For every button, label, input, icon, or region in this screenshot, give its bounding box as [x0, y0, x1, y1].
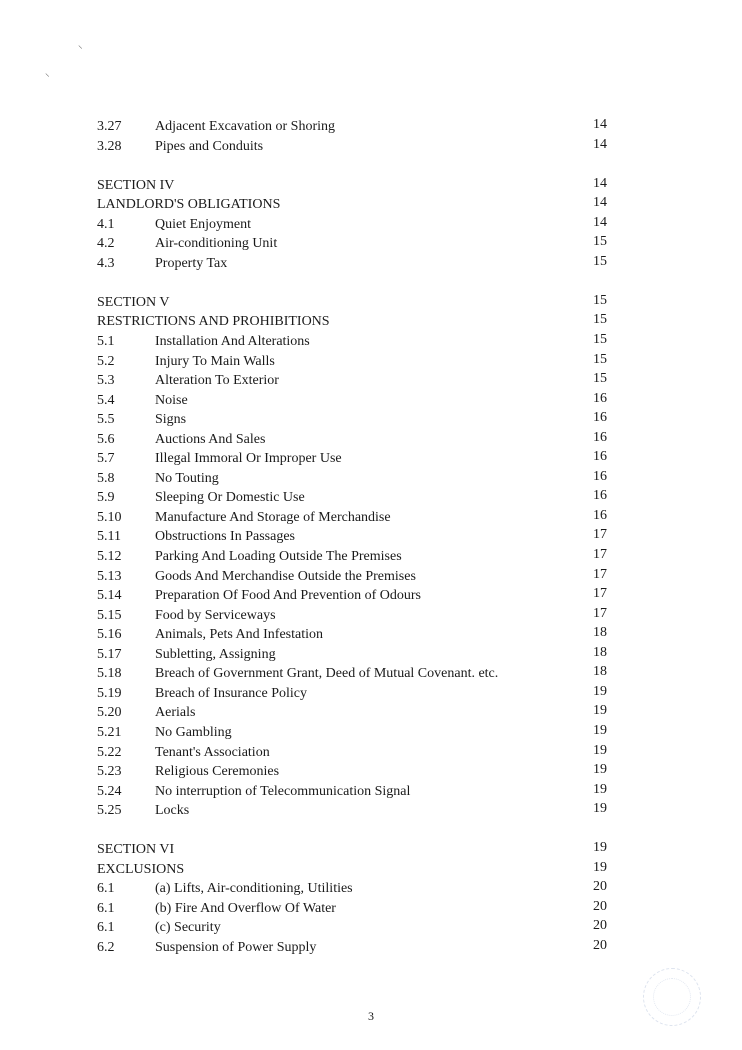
- toc-page-number: 20: [593, 879, 607, 895]
- toc-page-number: 17: [593, 586, 607, 602]
- toc-entry-title: Manufacture And Storage of Merchandise: [155, 509, 391, 525]
- toc-section-heading: [97, 312, 607, 332]
- toc-entry-title: Preparation Of Food And Prevention of Odours: [155, 588, 421, 604]
- toc-entry: [97, 899, 607, 919]
- toc-entry-number: 5.10: [97, 509, 122, 525]
- toc-entry: [97, 137, 607, 157]
- table-of-contents: [97, 117, 607, 958]
- toc-entry-title: Air-conditioning Unit: [155, 236, 278, 252]
- toc-entry-number: 5.20: [97, 705, 122, 721]
- toc-section-heading: [97, 176, 607, 196]
- toc-page-number: 17: [593, 566, 607, 582]
- toc-entry-title: Breach of Insurance Policy: [155, 685, 307, 701]
- toc-heading-text: LANDLORD'S OBLIGATIONS: [97, 197, 281, 213]
- toc-page-number: 18: [593, 664, 607, 680]
- toc-entry: [97, 449, 607, 469]
- toc-page-number: 16: [593, 410, 607, 426]
- toc-page-number: 16: [593, 429, 607, 445]
- toc-entry-title: No Touting: [155, 470, 219, 486]
- toc-entry-number: 5.5: [97, 412, 115, 428]
- toc-entry-number: 4.2: [97, 236, 115, 252]
- toc-entry-number: 5.16: [97, 627, 122, 643]
- toc-page-number: 19: [593, 742, 607, 758]
- toc-page-number: 15: [593, 292, 607, 308]
- toc-entry-number: 4.3: [97, 255, 115, 271]
- toc-entry-number: 5.24: [97, 783, 122, 799]
- toc-entry-number: 5.23: [97, 764, 122, 780]
- toc-entry-number: 5.7: [97, 451, 115, 467]
- toc-page-number: 19: [593, 781, 607, 797]
- toc-entry-number: 5.1: [97, 334, 115, 350]
- toc-entry: [97, 664, 607, 684]
- toc-section-heading: [97, 195, 607, 215]
- toc-entry-number: 6.1: [97, 920, 115, 936]
- toc-page-number: 19: [593, 859, 607, 875]
- section-spacer: [97, 156, 607, 176]
- toc-entry: [97, 469, 607, 489]
- toc-entry-number: 5.18: [97, 666, 122, 682]
- toc-entry-title: Pipes and Conduits: [155, 138, 264, 154]
- toc-entry-number: 5.9: [97, 490, 115, 506]
- toc-section-heading: [97, 860, 607, 880]
- toc-entry: [97, 234, 607, 254]
- toc-page-number: 14: [593, 175, 607, 191]
- toc-page-number: 15: [593, 253, 607, 269]
- toc-entry: [97, 352, 607, 372]
- faded-stamp: [643, 968, 701, 1026]
- toc-entry-number: 6.1: [97, 881, 115, 897]
- toc-page-number: 19: [593, 762, 607, 778]
- toc-page-number: 17: [593, 605, 607, 621]
- toc-entry: [97, 371, 607, 391]
- toc-entry: [97, 723, 607, 743]
- toc-entry-title: Subletting, Assigning: [155, 646, 276, 662]
- toc-page-number: 16: [593, 468, 607, 484]
- toc-page-number: 15: [593, 312, 607, 328]
- toc-heading-text: RESTRICTIONS AND PROHIBITIONS: [97, 314, 330, 330]
- toc-page-number: 14: [593, 195, 607, 211]
- toc-entry-number: 5.13: [97, 568, 122, 584]
- toc-entry: [97, 801, 607, 821]
- toc-page-number: 20: [593, 918, 607, 934]
- toc-entry-number: 5.25: [97, 803, 122, 819]
- toc-page-number: 14: [593, 117, 607, 132]
- toc-heading-text: SECTION VI: [97, 842, 175, 858]
- toc-entry-number: 5.8: [97, 470, 115, 486]
- toc-heading-text: SECTION V: [97, 294, 170, 310]
- toc-entry-number: 3.27: [97, 119, 122, 134]
- scan-speck: ⸜: [45, 68, 50, 78]
- toc-entry: [97, 508, 607, 528]
- toc-entry-number: 6.2: [97, 939, 115, 955]
- toc-entry-title: (c) Security: [155, 920, 221, 936]
- toc-page-number: 15: [593, 234, 607, 250]
- toc-page-number: 19: [593, 683, 607, 699]
- toc-entry: [97, 215, 607, 235]
- toc-entry-number: 5.2: [97, 353, 115, 369]
- toc-entry-number: 5.12: [97, 549, 122, 565]
- toc-heading-text: SECTION IV: [97, 177, 175, 193]
- toc-page-number: 19: [593, 722, 607, 738]
- toc-page-number: 19: [593, 801, 607, 817]
- toc-entry-number: 5.14: [97, 588, 122, 604]
- toc-entry-number: 5.19: [97, 685, 122, 701]
- toc-section-heading: [97, 293, 607, 313]
- toc-page-number: 14: [593, 136, 607, 152]
- toc-page-number: 18: [593, 625, 607, 641]
- toc-entry-number: 4.1: [97, 216, 115, 232]
- toc-entry: [97, 567, 607, 587]
- toc-entry-title: Suspension of Power Supply: [155, 939, 317, 955]
- toc-entry: [97, 410, 607, 430]
- toc-entry-number: 5.17: [97, 646, 122, 662]
- toc-entry-number: 5.11: [97, 529, 121, 545]
- toc-entry: [97, 938, 607, 958]
- toc-entry-number: 3.28: [97, 138, 122, 154]
- toc-entry-title: Property Tax: [155, 255, 228, 271]
- toc-page-number: 19: [593, 840, 607, 856]
- toc-entry-number: 5.21: [97, 724, 122, 740]
- toc-entry-title: Tenant's Association: [155, 744, 270, 760]
- toc-entry-title: Signs: [155, 412, 187, 428]
- toc-entry: [97, 254, 607, 274]
- toc-entry-title: Locks: [155, 803, 190, 819]
- toc-entry: [97, 684, 607, 704]
- toc-page-number: 15: [593, 371, 607, 387]
- toc-entry-title: Installation And Alterations: [155, 334, 310, 350]
- toc-page-number: 18: [593, 644, 607, 660]
- toc-page-number: 15: [593, 332, 607, 348]
- toc-entry-number: 5.22: [97, 744, 122, 760]
- toc-entry-title: Parking And Loading Outside The Premises: [155, 549, 402, 565]
- toc-entry: [97, 430, 607, 450]
- toc-page-number: 16: [593, 449, 607, 465]
- toc-entry-title: Religious Ceremonies: [155, 764, 280, 780]
- toc-page-number: 17: [593, 547, 607, 563]
- toc-entry-title: Food by Serviceways: [155, 607, 276, 623]
- toc-entry-title: No interruption of Telecommunication Signal: [155, 783, 411, 799]
- toc-entry-number: 5.15: [97, 607, 122, 623]
- toc-entry-title: Adjacent Excavation or Shoring: [155, 119, 336, 134]
- toc-entry: [97, 645, 607, 665]
- page-number: 3: [368, 1009, 374, 1023]
- scan-speck: ⸜: [78, 40, 83, 50]
- toc-page-number: 17: [593, 527, 607, 543]
- toc-entry: [97, 547, 607, 567]
- toc-entry-title: (b) Fire And Overflow Of Water: [155, 900, 336, 916]
- toc-heading-text: EXCLUSIONS: [97, 861, 185, 877]
- toc-entry-number: 5.6: [97, 431, 115, 447]
- section-spacer: [97, 821, 607, 841]
- toc-entry-title: Breach of Government Grant, Deed of Mutual Covenant. etc.: [155, 666, 499, 682]
- toc-entry-title: Alteration To Exterior: [155, 373, 279, 389]
- toc-entry: [97, 762, 607, 782]
- toc-section-heading: [97, 840, 607, 860]
- toc-entry: [97, 743, 607, 763]
- toc-entry: [97, 782, 607, 802]
- toc-entry: [97, 606, 607, 626]
- toc-page-number: 16: [593, 488, 607, 504]
- toc-entry-title: Auctions And Sales: [155, 431, 266, 447]
- toc-entry: [97, 488, 607, 508]
- toc-entry-title: No Gambling: [155, 724, 232, 740]
- toc-entry-title: Illegal Immoral Or Improper Use: [155, 451, 342, 467]
- toc-page-number: 16: [593, 390, 607, 406]
- toc-entry-title: Quiet Enjoyment: [155, 216, 252, 232]
- toc-entry-title: Goods And Merchandise Outside the Premises: [155, 568, 416, 584]
- toc-entry: [97, 918, 607, 938]
- toc-page-number: 20: [593, 898, 607, 914]
- toc-entry: [97, 527, 607, 547]
- toc-entry-number: 5.4: [97, 392, 115, 408]
- toc-entry: [97, 703, 607, 723]
- toc-entry-title: Obstructions In Passages: [155, 529, 295, 545]
- toc-page-number: 19: [593, 703, 607, 719]
- toc-page-number: 20: [593, 937, 607, 953]
- toc-entry-title: Aerials: [155, 705, 196, 721]
- toc-entry-title: Noise: [155, 392, 188, 408]
- toc-entry: [97, 625, 607, 645]
- toc-entry-title: Sleeping Or Domestic Use: [155, 490, 305, 506]
- toc-entry-number: 6.1: [97, 900, 115, 916]
- toc-page-number: 15: [593, 351, 607, 367]
- toc-entry: [97, 879, 607, 899]
- toc-entry-number: 5.3: [97, 373, 115, 389]
- toc-entry: [97, 117, 607, 137]
- toc-entry: [97, 332, 607, 352]
- section-spacer: [97, 273, 607, 293]
- toc-page-number: 14: [593, 214, 607, 230]
- toc-entry-title: Animals, Pets And Infestation: [155, 627, 323, 643]
- toc-entry: [97, 391, 607, 411]
- toc-entry-title: (a) Lifts, Air-conditioning, Utilities: [155, 881, 353, 897]
- toc-entry-title: Injury To Main Walls: [155, 353, 275, 369]
- toc-entry: [97, 586, 607, 606]
- toc-page-number: 16: [593, 507, 607, 523]
